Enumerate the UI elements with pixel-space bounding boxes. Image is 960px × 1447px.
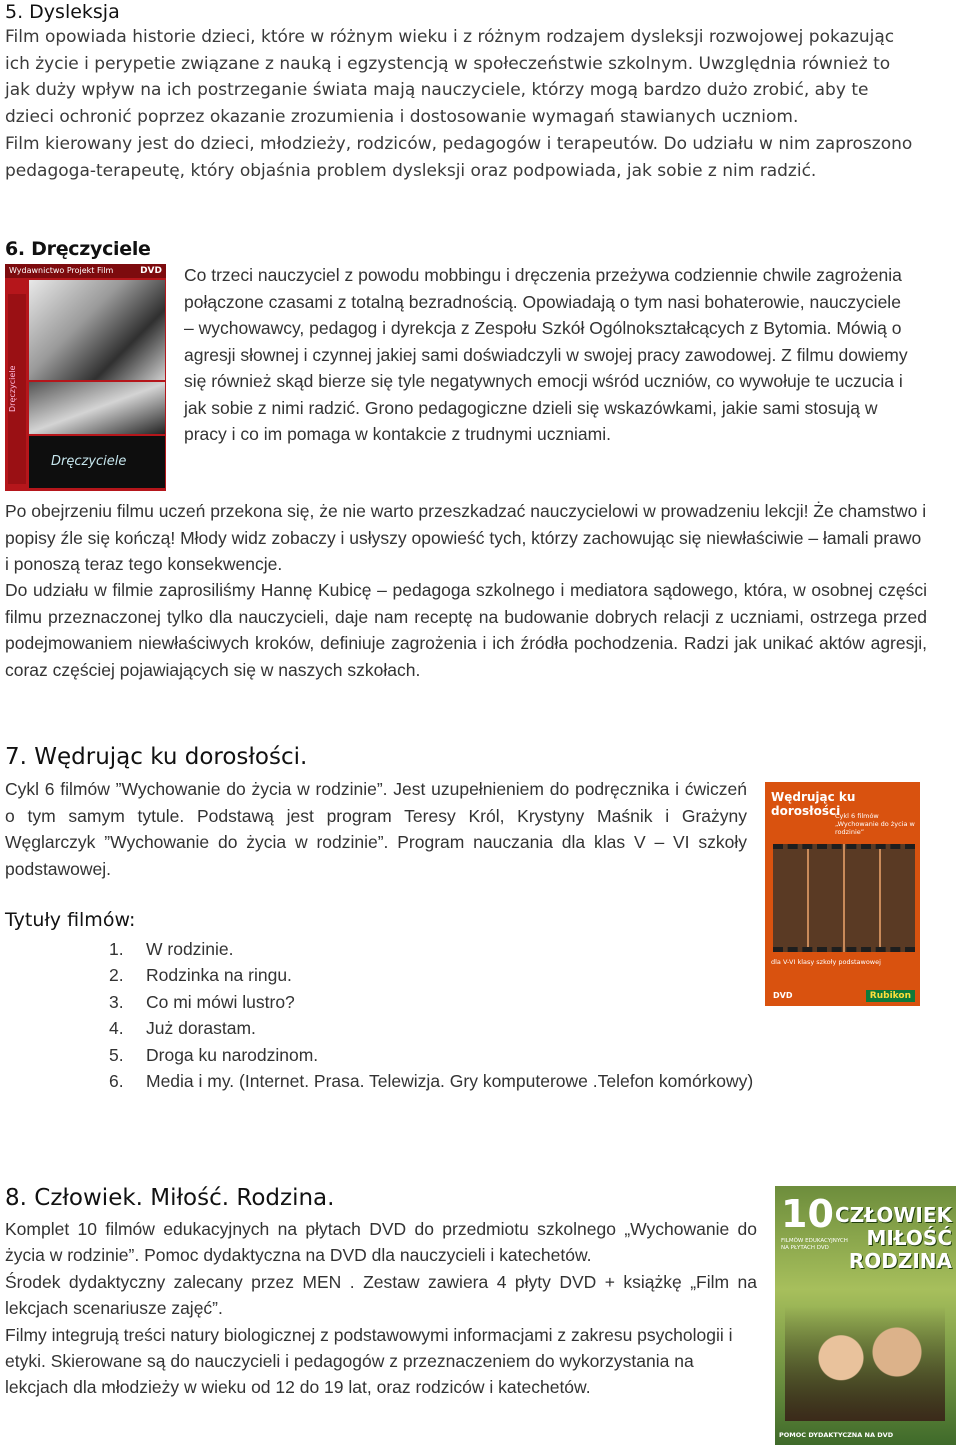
- cover-title-line-3: RODZINA: [848, 1249, 952, 1273]
- dvd-logo: DVD: [773, 991, 793, 1000]
- section-5-paragraph-1: Film opowiada historie dzieci, które w różnym wieku i z różnym rodzajem dysleksji rozwojowej pokazując ich życie i perypetie związane z nauką i egzystencją w społeczeństwie szkolnym. Uwzględnia również to jak duży wpływ na ich postrzeganie świata mają nauczyciele, którzy mogą bardzo dużo zrobić, aby te dzieci ochronić poprzez okazanie zrozumienia i dostosowanie wymagań stawianych uczniom.: [5, 27, 895, 127]
- list-item: [109, 1068, 753, 1094]
- section-6-paragraph-1: Co trzeci nauczyciel z powodu mobbingu i dręczenia przeżywa codziennie chwile zagrożenia połączone czasami z totalną bezradnością. Opowiadają o tym nasi bohaterowie, nauczyciele – wychowawcy, pedagog i dyrekcja z Zespołu Szkół Ogólnokształcących z Bytomia. Mówią o agresji słownej i czynnej jakiej sami doświadczyli w swojej pracy zawodowej. Z filmu dowiemy się również skąd bierze się tyle negatywnych emocji wśród uczniów, co wywołuje te uczucia i jak sobie z nimi radzić. Grono pedagogiczne dzieli się wskazówkami, jakie sami stosują w pracy i co im pomaga w kontakcie z trudnymi uczniami.: [184, 265, 908, 444]
- list-item: [109, 962, 753, 988]
- list-item-title: Media i my. (Internet. Prasa. Telewizja. Gry komputerowe .Telefon komórkowy): [146, 1071, 754, 1092]
- cover-filmstrip: [773, 844, 915, 952]
- section-5-title: 5. Dysleksja: [5, 1, 120, 23]
- cover-audience: dla V-VI klasy szkoły podstawowej: [771, 958, 881, 966]
- list-item-title: Już dorastam.: [146, 1018, 256, 1039]
- section-6-title: 6. Dręczyciele: [5, 238, 151, 260]
- section-8-paragraph-3: Filmy integrują treści natury biologicznej z podstawowymi informacjami z zakresu psychologii i etyki. Skierowane są do nauczycieli i pedagogów z przeznaczeniem do wykorzystania na lekcjach dla młodzieży w wieku od 12 do 19 lat, oraz rodziców i katechetów.: [5, 1324, 733, 1398]
- cover-number: 10: [781, 1192, 834, 1236]
- film-list-title: Tytuły filmów:: [5, 909, 136, 931]
- section-7-title: 7. Wędrując ku dorosłości.: [5, 744, 308, 770]
- dvd-logo: DVD: [140, 266, 162, 276]
- cover-publisher-band: Wydawnictwo Projekt Film: [5, 264, 166, 278]
- section-8-text: [5, 1216, 757, 1401]
- list-item-number: 6.: [109, 1071, 124, 1092]
- section-8-title: 8. Człowiek. Miłość. Rodzina.: [5, 1185, 335, 1211]
- list-item: [109, 936, 753, 962]
- section-7-paragraph: Cykl 6 filmów ”Wychowanie do życia w rodzinie”. Jest uzupełnieniem do podręcznika i ćwiczeń o tym samym tytule. Podstawą jest program Teresy Król, Krystyny Maśnik i Grażyny Węglarczyk ”Wychowanie do życia w rodzinie”. Program nauczania dla klas V – VI szkoły podstawowej.: [5, 779, 747, 879]
- film-list: [109, 936, 753, 1094]
- section-6-paragraph-3: Do udziału w filmie zaprosiliśmy Hannę Kubicę – pedagoga szkolnego i mediatora sądowego, która, w osobnej części filmu przeznaczonej tylko dla nauczycieli, daje nam receptę na budowanie dobrych relacji z uczniami, ostrzega przed podejmowaniem niewłaściwych kroków, definiuje zagrożenia i ich źródła pochodzenia. Radzi jak unikać aktów agresji, coraz częściej pojawiających się w naszych szkołach.: [5, 580, 927, 680]
- list-item-title: Droga ku narodzinom.: [146, 1044, 319, 1065]
- cover-bottom-text: POMOC DYDAKTYCZNA NA DVD: [779, 1431, 894, 1439]
- list-item-title: Rodzinka na ringu.: [146, 965, 292, 986]
- list-item-number: 4.: [109, 1018, 124, 1039]
- section-5-paragraph-2: Film kierowany jest do dzieci, młodzieży, rodziców, pedagogów i terapeutów. Do udziału w nim zaproszono pedagoga-terapeutę, który objaśnia problem dysleksji oraz podpowiada, jak sobie z nim radzić.: [5, 134, 913, 181]
- cover-photo: [785, 1306, 945, 1421]
- cover-title-line-2: MIŁOŚĆ: [866, 1226, 952, 1250]
- list-item-title: W rodzinie.: [146, 939, 234, 959]
- list-item-number: 1.: [109, 939, 124, 959]
- cover-photo-middle: [29, 382, 165, 434]
- list-item-title: Co mi mówi lustro?: [146, 991, 295, 1012]
- section-6-paragraph-2: Po obejrzeniu filmu uczeń przekona się, że nie warto przeszkadzać nauczycielowi w prowadzeniu lekcji! Że chamstwo i popisy źle się kończą! Młody widz zobaczy i usłyszy opowieść tych, którzy zachowując się niewłaściwie – łamali prawo i ponoszą teraz tego konsekwencje.: [5, 501, 927, 574]
- list-item: [109, 1042, 753, 1068]
- list-item: [109, 1015, 753, 1041]
- list-item: [109, 989, 753, 1015]
- cover-title: [835, 1204, 952, 1273]
- czlowiek-milosc-rodzina-cover-image: [775, 1186, 956, 1445]
- cover-photo-top: [29, 280, 165, 380]
- list-item-number: 5.: [109, 1044, 124, 1065]
- section-8-paragraph-2: Środek dydaktyczny zalecany przez MEN . Zestaw zawiera 4 płyty DVD + książkę „Film na lekcjach scenariusze zajęć”.: [5, 1271, 757, 1319]
- cover-spine-text: Dręczyciele: [8, 294, 26, 484]
- wedrujac-dvd-cover-image: [765, 782, 920, 1006]
- section-8-paragraph-1: Komplet 10 filmów edukacyjnych na płytach DVD do przedmiotu szkolnego „Wychowanie do życia w rodzinie”. Pomoc dydaktyczna na DVD dla nauczycieli i katechetów.: [5, 1219, 757, 1266]
- list-item-number: 2.: [109, 965, 124, 986]
- dreczyciele-dvd-cover-image: [5, 264, 166, 491]
- cover-subtitle: Cykl 6 filmów „Wychowanie do życia w rodzinie”: [835, 812, 915, 836]
- cover-title: Wędrując ku dorosłości: [771, 790, 856, 818]
- cover-handwriting: Dręczyciele: [29, 436, 165, 488]
- publisher-logo: Rubikon: [866, 990, 915, 1002]
- cover-title-line-1: CZŁOWIEK: [835, 1203, 952, 1227]
- cover-small-text: FILMÓW EDUKACYJNYCH NA PŁYTACH DVD: [781, 1238, 848, 1251]
- list-item-number: 3.: [109, 991, 124, 1012]
